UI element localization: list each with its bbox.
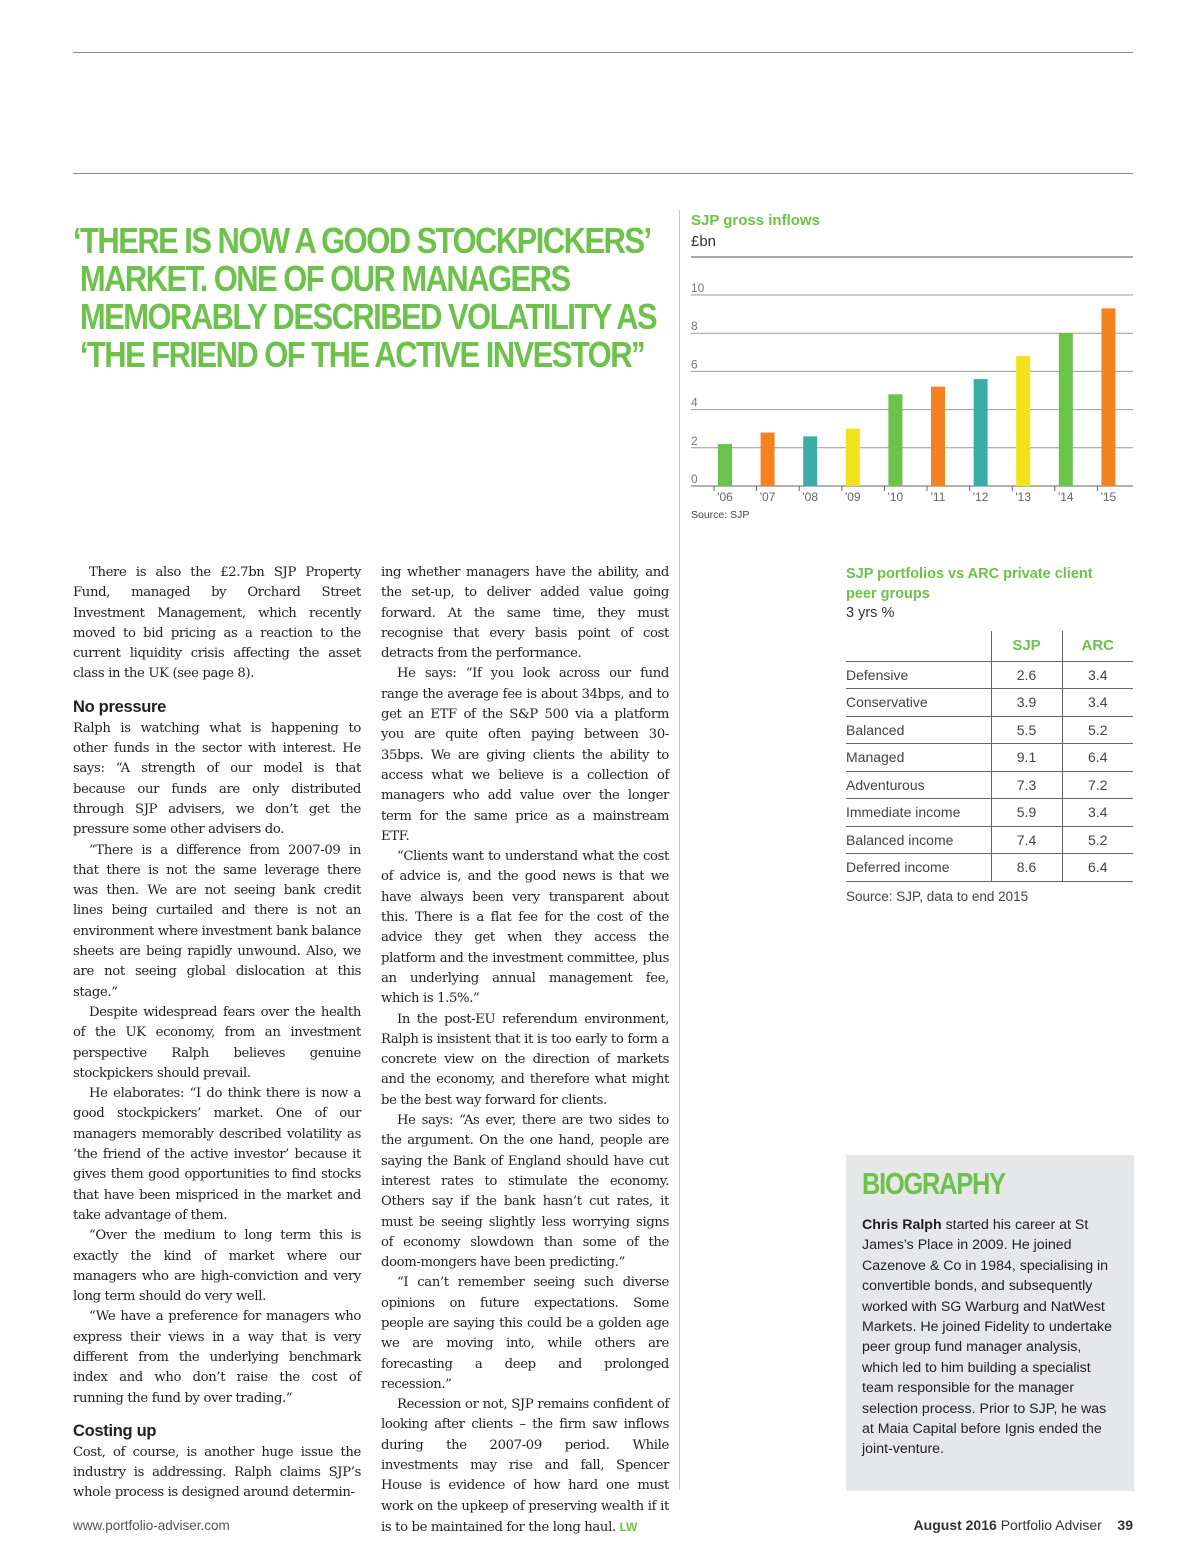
- y-tick-label: 6: [691, 357, 698, 372]
- sjp-value: 7.4: [991, 826, 1062, 854]
- bar-12: [974, 379, 988, 486]
- bar-08: [803, 436, 817, 486]
- table-row: [846, 854, 1133, 882]
- row-label: Balanced: [846, 716, 991, 744]
- row-label: Defensive: [846, 661, 991, 689]
- y-tick-label: 0: [691, 472, 698, 486]
- footer-publication: Portfolio Adviser: [1000, 1517, 1102, 1533]
- biography-heading: BIOGRAPHY: [862, 1166, 1005, 1201]
- table-body: [846, 661, 1133, 881]
- x-tick-label: '08: [802, 490, 819, 504]
- sjp-value: 5.9: [991, 799, 1062, 827]
- x-tick-label: '13: [1015, 490, 1032, 504]
- article-paragraph: Cost, of course, is another huge issue the industry is addressing. Ralph claims SJP’s whole process is designed around determin-: [73, 1444, 361, 1501]
- row-label: Conservative: [846, 689, 991, 717]
- footer-website: www.portfolio-adviser.com: [73, 1518, 230, 1533]
- table-row: [846, 799, 1133, 827]
- footer-right: [914, 1517, 1133, 1533]
- chart-source: Source: SJP: [691, 509, 750, 521]
- article-paragraph: There is also the £2.7bn SJP Property Fund, managed by Orchard Street Investment Management, which recently moved to bid pricing as a reaction to the current liquidity crisis affecting the asset class in the UK (see page 8).: [73, 565, 361, 682]
- table-row: [846, 771, 1133, 799]
- biography-text: [862, 1215, 1119, 1460]
- x-tick-label: '14: [1057, 490, 1074, 504]
- article-paragraph: [381, 1395, 669, 1538]
- biography-body: started his career at St James’s Place in 2009. He joined Cazenove & Co in 1984, specialising in convertible bonds, and subsequently worked with SG Warburg and NatWest Markets. He joined Fidelity to undertake peer group fund manager analysis, which led to him building a specialist team responsible for the manager selection process. Prior to SJP, he was at Maia Capital before Ignis ended the joint-venture.: [862, 1217, 1112, 1458]
- x-tick-label: '11: [930, 490, 946, 504]
- pull-quote-line: MARKET. ONE OF OUR MANAGERS: [79, 258, 570, 299]
- table-row: [846, 716, 1133, 744]
- inflows-bar-chart: [680, 255, 1140, 507]
- x-tick-label: '12: [972, 490, 989, 504]
- sjp-value: 8.6: [991, 854, 1062, 882]
- sjp-value: 5.5: [991, 716, 1062, 744]
- article-paragraph: “Clients want to understand what the cost of advice is, and the good news is that we have always been very transparent about this. There is a flat fee for the cost of the advice they get when they access the platform and the investment committee, plus an underlying annual management fee, which is 1.5%.”: [381, 849, 669, 1007]
- article-paragraph: ing whether managers have the ability, and the set-up, to deliver added value going forward. At the same time, they must recognise that every basis point of cost detracts from the performance.: [381, 565, 669, 662]
- article-paragraph: Despite widespread fears over the health of the UK economy, from an investment perspective Ralph believes genuine stockpickers should prevail.: [73, 1004, 361, 1081]
- article-paragraph: “Over the medium to long term this is exactly the kind of market where our managers who are high-conviction and very long term should do very well.: [73, 1228, 361, 1305]
- article-paragraph: He says: “As ever, there are two sides to the argument. On the one hand, people are saying the Bank of England should have cut interest rates to stimulate the economy. Others say if the bank hasn’t cut rates, it must be seeing slightly less worrying signs of economy slowdown than some of the doom-mongers have been predicting.”: [381, 1113, 669, 1271]
- pull-quote-line: MEMORABLY DESCRIBED VOLATILITY AS: [79, 296, 657, 337]
- sjp-value: 2.6: [991, 661, 1062, 689]
- bar-11: [931, 387, 945, 486]
- article-column-1: [73, 563, 361, 1504]
- sjp-value: 3.9: [991, 689, 1062, 717]
- x-tick-label: '10: [887, 490, 904, 504]
- table-source: Source: SJP, data to end 2015: [846, 889, 1029, 904]
- article-paragraph: He says: “If you look across our fund range the average fee is about 34bps, and to get an ETF of the S&P 500 via a platform you are quite often paying between 30-35bps. We are giving clients the ability to access what we believe is a collection of managers who add value over the longer term for the same price as a mainstream ETF.: [381, 666, 669, 844]
- header-rule: [73, 173, 1133, 174]
- article-paragraph: “There is a difference from 2007-09 in that there is not the same leverage there was then. We are not seeing bank credit lines being curtailed and there is not an environment where investment bank balance sheets are being rapidly unwound. Also, we are not seeing global dislocation at this stage.”: [73, 842, 361, 1000]
- footer-date: August 2016: [913, 1517, 997, 1533]
- article-paragraph-text: Recession or not, SJP remains confident of looking after clients – the firm saw inflows during the 2007-09 period. While investments may rise and fall, Spencer House is evidence of how hard one must work on the upkeep of preserving wealth if it is to be maintained for the long haul.: [381, 1397, 669, 1535]
- biography-box: [846, 1155, 1134, 1491]
- pull-quote-line: ‘THERE IS NOW A GOOD STOCKPICKERS’: [73, 220, 651, 261]
- row-label: Immediate income: [846, 799, 991, 827]
- x-tick-label: '15: [1100, 490, 1117, 504]
- arc-value: 3.4: [1062, 799, 1133, 827]
- table-header-blank: [846, 631, 991, 661]
- row-label: Balanced income: [846, 826, 991, 854]
- row-label: Deferred income: [846, 854, 991, 882]
- portfolio-table: [846, 631, 1133, 882]
- bar-13: [1016, 356, 1030, 486]
- y-tick-label: 2: [691, 433, 698, 448]
- table-header-sjp: SJP: [991, 631, 1062, 661]
- pull-quote-line: ‘THE FRIEND OF THE ACTIVE INVESTOR’’: [79, 334, 644, 375]
- arc-value: 3.4: [1062, 689, 1133, 717]
- article-paragraph: In the post-EU referendum environment, Ralph is insistent that it is too early to form a concrete view on the direction of markets and the economy, and therefore what might be the best way forward for clients.: [381, 1011, 669, 1108]
- x-tick-label: '07: [759, 490, 776, 504]
- table-row: [846, 661, 1133, 689]
- subheading-costing-up: Costing up: [73, 1421, 157, 1440]
- table-subtitle: 3 yrs %: [846, 605, 895, 621]
- bar-10: [888, 394, 902, 486]
- y-tick-label: 4: [691, 395, 698, 410]
- table-row: [846, 689, 1133, 717]
- bar-07: [761, 433, 775, 486]
- subheading-no-pressure: No pressure: [73, 697, 166, 716]
- arc-value: 5.2: [1062, 826, 1133, 854]
- top-rule: [73, 52, 1133, 53]
- table-header-row: [846, 631, 1133, 661]
- bar-09: [846, 429, 860, 486]
- y-tick-label: 10: [691, 281, 705, 295]
- table-header-arc: ARC: [1062, 631, 1133, 661]
- sjp-value: 9.1: [991, 744, 1062, 772]
- bar-15: [1101, 308, 1115, 486]
- table-row: [846, 826, 1133, 854]
- sjp-value: 7.3: [991, 771, 1062, 799]
- pull-quote: [73, 222, 658, 374]
- table-title: SJP portfolios vs ARC private client peer groups: [846, 566, 1093, 602]
- article-paragraph: “I can’t remember seeing such diverse opinions on future expectations. Some people are saying this could be a golden age we are moving into, while others are forecasting a deep and prolonged recession.”: [381, 1275, 669, 1392]
- chart-unit: £bn: [691, 233, 717, 250]
- arc-value: 5.2: [1062, 716, 1133, 744]
- author-signature: LW: [619, 1519, 637, 1534]
- y-tick-label: 8: [691, 319, 698, 334]
- biography-name: Chris Ralph: [862, 1217, 942, 1233]
- row-label: Managed: [846, 744, 991, 772]
- article-column-2: [381, 563, 669, 1538]
- bar-06: [718, 444, 732, 486]
- bar-14: [1059, 333, 1073, 486]
- footer-page-number: 39: [1117, 1517, 1133, 1533]
- article-paragraph: He elaborates: “I do think there is now a good stockpickers’ market. One of our managers memorably described volatility as ‘the friend of the active investor’ because it gives them good opportunities to find stocks that have been mispriced in the market and take advantage of them.: [73, 1086, 361, 1223]
- article-paragraph: “We have a preference for managers who express their views in a way that is very different from the underlying benchmark index and who don’t raise the cost of running the fund by over trading.”: [73, 1309, 361, 1406]
- table-row: [846, 744, 1133, 772]
- chart-title: SJP gross inflows: [691, 212, 820, 229]
- arc-value: 3.4: [1062, 661, 1133, 689]
- x-tick-label: '09: [844, 490, 861, 504]
- arc-value: 6.4: [1062, 854, 1133, 882]
- arc-value: 7.2: [1062, 771, 1133, 799]
- article-paragraph: Ralph is watching what is happening to other funds in the sector with interest. He says: “A strength of our model is that because our funds are only distributed through SJP advisers, we don’t get the pressure some other advisers do.: [73, 720, 361, 838]
- x-tick-label: '06: [717, 490, 733, 504]
- row-label: Adventurous: [846, 771, 991, 799]
- arc-value: 6.4: [1062, 744, 1133, 772]
